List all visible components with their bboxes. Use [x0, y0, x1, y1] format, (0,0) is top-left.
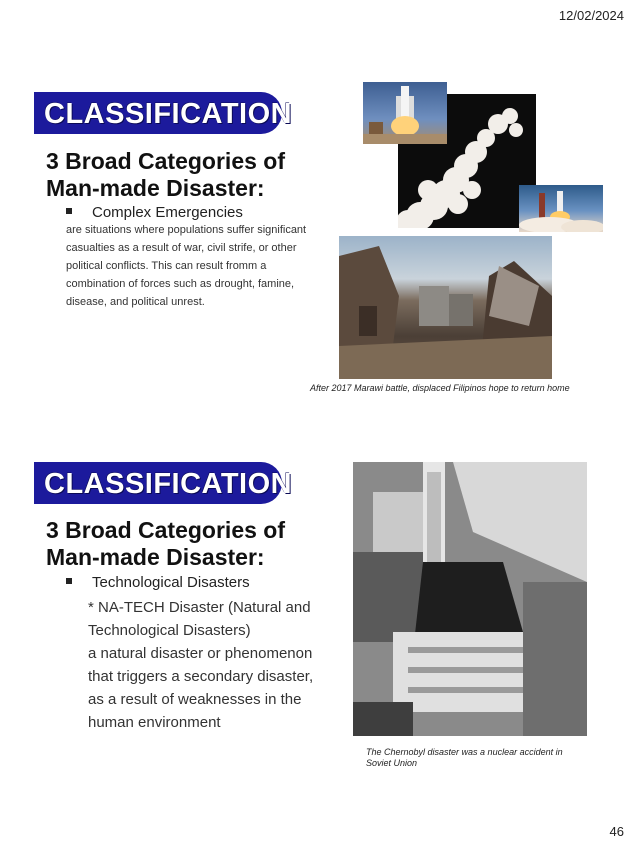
bullet-item: [66, 574, 250, 591]
marawi-ruins-photo: [339, 236, 552, 379]
caption-line: Soviet Union: [366, 758, 418, 768]
paragraph-line: a natural disaster or phenomenon: [88, 645, 313, 662]
slide-date: 12/02/2024: [558, 8, 624, 23]
square-bullet-icon: [66, 578, 72, 584]
bullet-text: Technological Disasters: [92, 574, 250, 591]
bullet-text: Complex Emergencies: [92, 204, 243, 221]
heading-line: Man-made Disaster:: [46, 175, 265, 201]
classification-banner: [34, 92, 293, 134]
photo-caption: After 2017 Marawi battle, displaced Filipinos hope to return home: [310, 383, 570, 393]
slide-heading: [46, 517, 285, 571]
caption-line: The Chernobyl disaster was a nuclear accident in: [366, 747, 563, 757]
shuttle-launch-photo: [363, 82, 447, 144]
paragraph-line: are situations where populations suffer significant: [66, 224, 307, 236]
banner-title: CLASSIFICATION: [44, 468, 293, 500]
paragraph-line: Technological Disasters): [88, 622, 251, 639]
banner-title: CLASSIFICATION: [44, 98, 293, 130]
heading-line: 3 Broad Categories of: [46, 148, 285, 174]
description-paragraph: [66, 221, 328, 311]
paragraph-line: political conflicts. This can result fromm a: [66, 260, 267, 272]
paragraph-line: disease, and political unrest.: [66, 296, 205, 308]
shuttle-liftoff-photo: [519, 185, 603, 232]
page-number: 46: [609, 824, 624, 839]
square-bullet-icon: [66, 208, 72, 214]
paragraph-line: as a result of weaknesses in the: [88, 691, 302, 708]
description-paragraph: [88, 596, 338, 734]
bullet-item: [66, 204, 243, 221]
chernobyl-reactor-photo: [353, 462, 587, 736]
heading-line: Man-made Disaster:: [46, 544, 265, 570]
classification-banner: [34, 462, 293, 504]
photo-caption: [366, 747, 596, 769]
heading-line: 3 Broad Categories of: [46, 517, 285, 543]
paragraph-line: casualties as a result of war, civil strife, or other: [66, 242, 297, 254]
paragraph-line: that triggers a secondary disaster,: [88, 668, 314, 685]
paragraph-line: * NA-TECH Disaster (Natural and: [88, 599, 311, 616]
paragraph-line: combination of forces such as drought, famine,: [66, 278, 295, 290]
slide-heading: [46, 148, 285, 202]
paragraph-line: human environment: [88, 714, 221, 731]
